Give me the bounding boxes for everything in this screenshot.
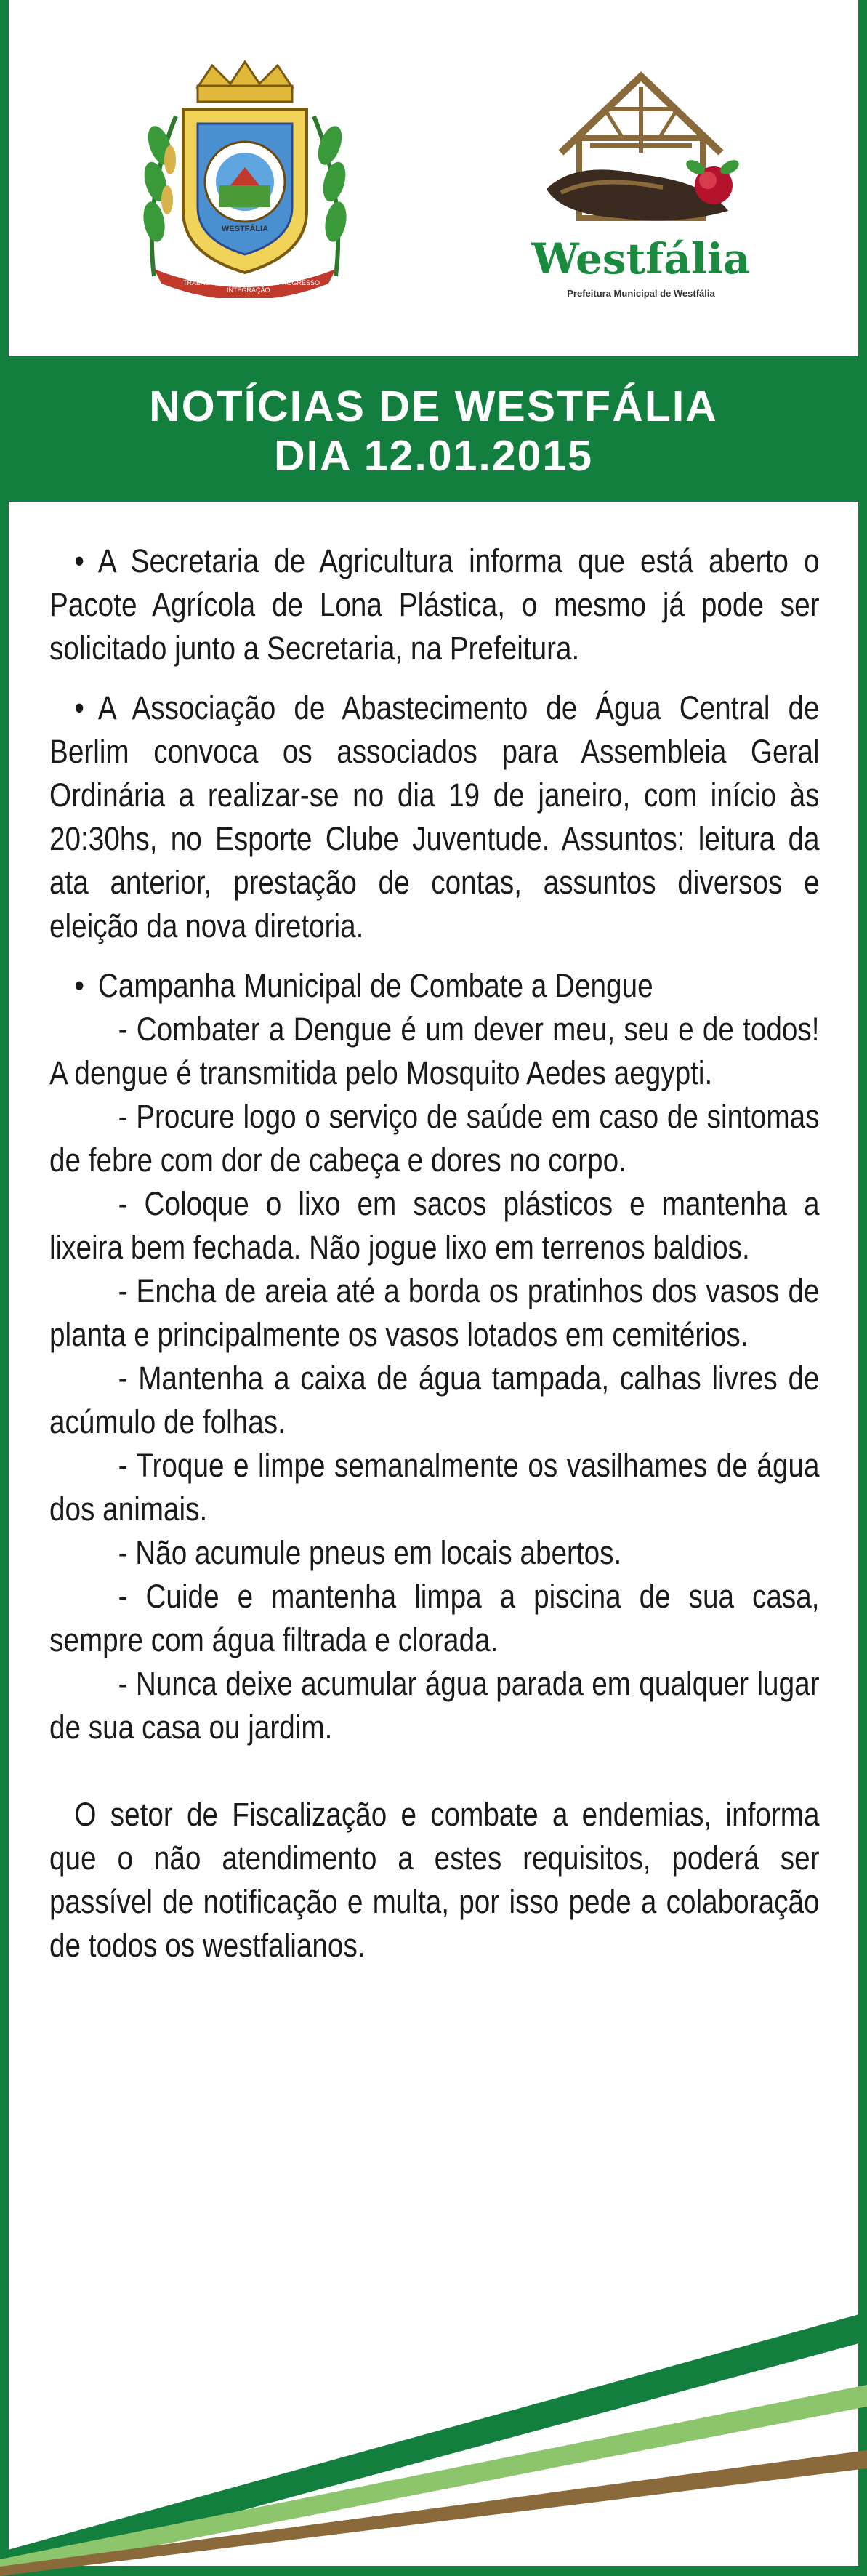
crest-ribbon-text-2: INTEGRAÇÃO: [227, 286, 270, 294]
dengue-item: - Combater a Dengue é um dever meu, seu e de todos! A dengue é transmitida pelo Mosquito Aedes aegypti.: [49, 1011, 820, 1091]
news-item-agriculture: • A Secretaria de Agricultura informa que está aberto o Pacote Agrícola de Lona Plástica, o mesmo já pode ser solicitado junto a Secretaria, na Prefeitura.: [49, 539, 820, 670]
crest-ribbon-text-3: PROGRESSO: [278, 279, 320, 286]
dengue-item: - Não acumule pneus em locais abertos.: [118, 1534, 622, 1571]
dengue-item: - Nunca deixe acumular água parada em qualquer lugar de sua casa ou jardim.: [49, 1665, 820, 1746]
westfalia-logo: [517, 65, 765, 305]
title-banner: [0, 356, 867, 502]
news-item-dengue-title: • Campanha Municipal de Combate a Dengue: [49, 964, 820, 1008]
municipal-crest-logo: [125, 58, 365, 298]
news-content: [49, 539, 820, 1967]
dengue-item: - Coloque o lixo em sacos plásticos e mantenha a lixeira bem fechada. Não jogue lixo em terrenos baldios.: [49, 1185, 820, 1266]
banner-date: DIA 12.01.2015: [273, 432, 594, 480]
banner-title: NOTÍCIAS DE WESTFÁLIA: [149, 382, 718, 430]
house-clog-logo-graphic: [517, 65, 765, 233]
dengue-item: - Troque e limpe semanalmente os vasilhames de água dos animais.: [49, 1447, 820, 1528]
westfalia-logo-subtitle: Prefeitura Municipal de Westfália: [567, 288, 715, 299]
crest-ribbon-text-1: TRABALHO: [183, 279, 219, 286]
news-item-water-association: • A Associação de Abastecimento de Água Central de Berlim convoca os associados para Assembleia Geral Ordinária a realizar-se no dia 19 de janeiro, com início às 20:30hs, no Esporte Clube Juventude. Assuntos: leitura da ata anterior, prestação de contas, assuntos diversos e eleição da nova diretoria.: [49, 686, 820, 948]
crest-center-text: WESTFÁLIA: [221, 225, 269, 233]
closing-notice: O setor de Fiscalização e combate a endemias, informa que o não atendimento a estes requisitos, poderá ser passível de notificação e multa, por isso pede a colaboração de todos os westfalianos.: [49, 1796, 820, 1964]
dengue-item: - Mantenha a caixa de água tampada, calhas livres de acúmulo de folhas.: [49, 1360, 820, 1440]
dengue-item: - Encha de areia até a borda os pratinhos dos vasos de planta e principalmente os vasos lotados em cemitérios.: [49, 1272, 820, 1353]
westfalia-logo-name: Westfália: [531, 234, 751, 284]
dengue-item: - Cuide e mantenha limpa a piscina de sua casa, sempre com água filtrada e clorada.: [49, 1578, 820, 1658]
header-logos: [9, 0, 858, 356]
dengue-item: - Procure logo o serviço de saúde em caso de sintomas de febre com dor de cabeça e dores no corpo.: [49, 1098, 820, 1179]
decorative-stripes: [0, 2268, 867, 2576]
